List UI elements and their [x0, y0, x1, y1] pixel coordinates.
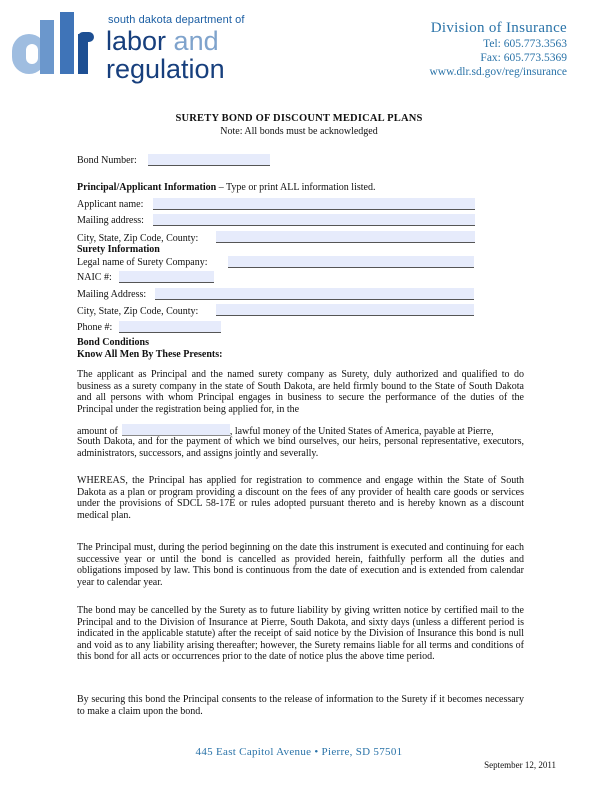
bond-conditions-heading: Bond Conditions — [77, 337, 149, 348]
paragraph-1-end: South Dakota, and for the payment of which we bind ourselves, our heirs, personal representative, executors, administrators, successors, and assigns jointly and severally. — [77, 436, 524, 459]
surety-legal-name-label: Legal name of Surety Company: — [77, 257, 208, 268]
footer-address: 445 East Capitol Avenue • Pierre, SD 57501 — [195, 746, 403, 758]
amount-input[interactable] — [122, 424, 230, 436]
document-subtitle: Note: All bonds must be acknowledged — [220, 126, 378, 137]
paragraph-2-whereas: WHEREAS, the Principal has applied for registration to commence and engage within the State of South Dakota as a plan or program providing a discount on the fees of any provider of health care goods or services under the provisions of SDCL 58-17E or rules adopted pursuant thereto and is hereby known as a discount medical plan. — [77, 475, 524, 521]
fax: Fax: 605.773.5369 — [480, 52, 567, 64]
mailing-address-input[interactable] — [153, 214, 475, 226]
principal-heading: Principal/Applicant Information — [77, 182, 217, 193]
know-all-men-heading: Know All Men By These Presents: — [77, 349, 223, 360]
principal-heading-note: – Type or print ALL information listed. — [216, 182, 376, 193]
telephone: Tel: 605.773.3563 — [483, 38, 567, 50]
surety-mailing-address-label: Mailing Address: — [77, 289, 147, 300]
surety-mailing-address-input[interactable] — [155, 288, 474, 300]
department-line: south dakota department of — [108, 14, 245, 26]
bond-number-input[interactable] — [148, 154, 270, 166]
paragraph-4-cancellation: The bond may be cancelled by the Surety as to future liability by giving written notice by certified mail to the Principal and to the Division of Insurance at Pierre, South Dakota, and sixty days (unless a different period is indicated in the applicable statute) after the receipt of said notice by the Division of Insurance this bond is null and void as to any liability arising thereafter; however, the Surety remains liable for all terms and conditions of this bond for all acts or occurrences prior to the date of notice plus the above time period. — [77, 605, 524, 663]
principal-city-label: City, State, Zip Code, County: — [77, 233, 199, 244]
logo-word-labor: labor — [106, 26, 167, 56]
logo-word-regulation: regulation — [106, 54, 225, 84]
amount-suffix: , lawful money of the United States of America, payable at Pierre, — [229, 426, 494, 437]
mailing-address-label: Mailing address: — [77, 215, 144, 226]
surety-legal-name-input[interactable] — [228, 256, 474, 268]
surety-city-label: City, State, Zip Code, County: — [77, 306, 199, 317]
applicant-name-label: Applicant name: — [77, 199, 144, 210]
division-name: Division of Insurance — [430, 20, 567, 36]
revision-date: September 12, 2011 — [484, 760, 556, 770]
amount-label: amount of — [77, 426, 118, 437]
applicant-name-input[interactable] — [153, 198, 475, 210]
dlr-logo-icon — [10, 8, 96, 80]
phone-label: Phone #: — [77, 322, 113, 333]
logo-word-and: and — [166, 26, 219, 56]
document-title: SURETY BOND OF DISCOUNT MEDICAL PLANS — [175, 113, 423, 124]
naic-label: NAIC #: — [77, 272, 112, 283]
phone-input[interactable] — [119, 321, 221, 333]
paragraph-3-principal-must: The Principal must, during the period beginning on the date this instrument is executed and continuing for each successive year or until the bond is cancelled as provided herein, faithfully perform all the duties and obligations imposed by law. This bond is continuous from the date of execution and is extended from calendar year to calendar year. — [77, 542, 524, 588]
paragraph-5-consent: By securing this bond the Principal consents to the release of information to the Surety if it becomes necessary to make a claim upon the bond. — [77, 694, 524, 717]
logo-labor-and — [106, 28, 219, 55]
surety-heading: Surety Information — [77, 244, 160, 255]
principal-city-input[interactable] — [216, 231, 475, 243]
bond-number-label: Bond Number: — [77, 155, 137, 166]
surety-city-input[interactable] — [216, 304, 474, 316]
paragraph-1-intro: The applicant as Principal and the named surety company as Surety, duly authorized and qualified to do business as a surety company in the state of South Dakota, are held firmly bound to the State of South Dakota and all persons with whom Principal engages in business to secure the performance of the duties of the Principal under the registration being applied for, in the — [77, 369, 524, 415]
principal-heading-line — [77, 182, 375, 194]
naic-input[interactable] — [119, 271, 214, 283]
website-link[interactable]: www.dlr.sd.gov/reg/insurance — [429, 66, 567, 78]
